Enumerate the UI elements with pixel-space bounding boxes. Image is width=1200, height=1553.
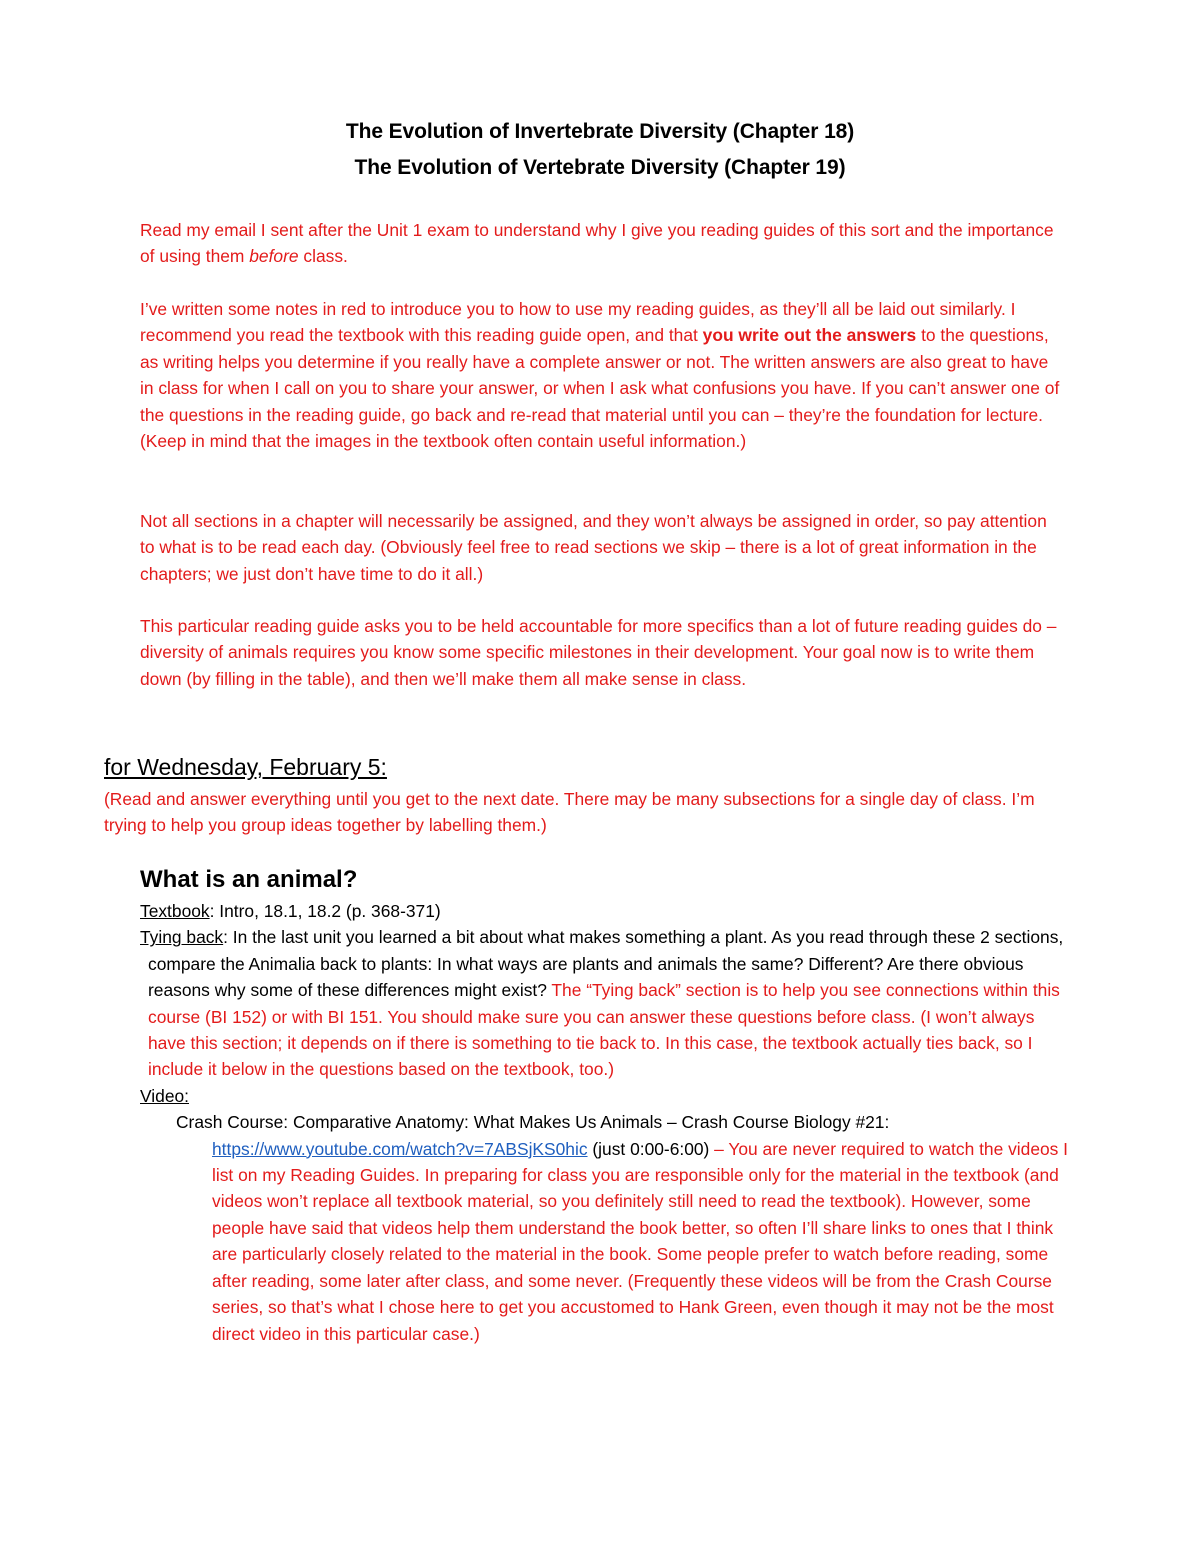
intro-p1-emphasis: before (249, 246, 299, 267)
tying-back-note: The “Tying back” section is to help you see connections within this course (BI 152) or with BI 151. You should make sure you can answer these questions before class. (I won’t always have this section; it depends on if there is something to tie back to. In this case, the textbook actually ties back, so I include it below in the questions based on the textbook, too.) (148, 980, 1060, 1080)
video-range: (just 0:00-6:00) (587, 1138, 710, 1159)
section-heading: What is an animal? (140, 866, 358, 893)
video-link[interactable]: https://www.youtube.com/watch?v=7ABSjKS0hic (212, 1138, 588, 1159)
section-body (140, 898, 1070, 1347)
tying-back-paragraph (140, 924, 1070, 1082)
textbook-value: : Intro, 18.1, 18.2 (p. 368-371) (209, 901, 441, 921)
intro-p1-text-end: class. (298, 246, 348, 267)
textbook-line (140, 898, 1070, 924)
intro-paragraph-2 (140, 296, 1065, 454)
intro-paragraph-4: This particular reading guide asks you to be held accountable for more specifics than a lot of future reading guides do – diversity of animals requires you know some specific milestones in their development. Your goal now is to write them down (by filling in the table), and then we’ll make them all make sense in class. (140, 616, 1057, 689)
video-note: – You are never required to watch the videos I list on my Reading Guides. In preparing for class you are responsible only for the material in the textbook (and videos won’t replace all textbook material, so you definitely still need to read the textbook). However, some people have said that videos help them understand the book better, so often I’ll share links to ones that I think are particularly closely related to the material in the book. Some people prefer to watch before reading, some after reading, some later after class, and some never. (Frequently these videos will be from the Crash Course series, so that’s what I chose here to get you accustomed to Hank Green, even though it may not be the most direct video in this particular case.) (212, 1138, 1069, 1344)
textbook-label: Textbook (140, 901, 210, 921)
video-details (212, 1136, 1070, 1347)
intro-paragraph-3: Not all sections in a chapter will necessarily be assigned, and they won’t always be assigned in order, so pay attention to what is to be read each day. (Obviously feel free to read sections we skip – there is a lot of great information in the chapters; we just don’t have time to do it all.) (140, 511, 1047, 584)
video-label: Video: (140, 1085, 189, 1106)
intro-p2-text-end: to the questions, as writing helps you determine if you really have a complete answer or not. The written answers are also great to have in class for when I call on you to share your answer, or when I ask what confusions you have. If you can’t answer one of the questions in the reading guide, go back and re-read that material until you can – they’re the foundation for lecture. (Keep in mind that the images in the textbook often contain useful information.) (140, 325, 1060, 452)
date-heading: for Wednesday, February 5: (104, 754, 387, 780)
video-title: Crash Course: Comparative Anatomy: What Makes Us Animals – Crash Course Biology #21: (176, 1112, 890, 1133)
document-title-line-1: The Evolution of Invertebrate Diversity (Chapter 18) (345, 120, 855, 143)
intro-p2-text: I’ve written some notes in red to introduce you to how to use my reading guides, as they’ll all be laid out similarly. I recommend you read the textbook with this reading guide open, and that (140, 299, 1016, 346)
intro-p2-bold: you write out the answers (702, 325, 917, 346)
document-title-line-2: The Evolution of Vertebrate Diversity (Chapter 19) (354, 156, 846, 179)
tying-back-label: Tying back (140, 927, 224, 948)
intro-p1-text: Read my email I sent after the Unit 1 exam to understand why I give you reading guides of this sort and the importance of using them (140, 220, 1054, 267)
intro-paragraph-1 (140, 217, 1065, 270)
tying-back-text: : In the last unit you learned a bit about what makes something a plant. As you read through these 2 sections, compare the Animalia back to plants: In what ways are plants and animals the same? Different? Are there obvious reasons why some of these differences might exist? (148, 927, 1064, 1001)
date-note: (Read and answer everything until you get to the next date. There may be many subsections for a single day of class. I’m trying to help you group ideas together by labelling them.) (104, 789, 1035, 836)
